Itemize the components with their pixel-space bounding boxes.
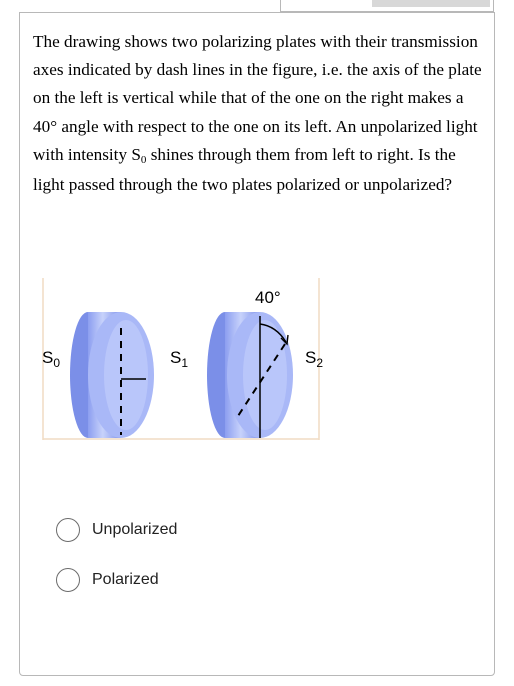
label-s1: $S_1$ [170, 348, 189, 370]
radio-polarized[interactable] [56, 568, 80, 592]
question-text-subscript: 0 [140, 153, 147, 166]
right-polarizer-plate [207, 312, 293, 438]
label-s0: $S_0$ [42, 348, 61, 370]
choice-polarized[interactable] [56, 566, 159, 594]
choice-unpolarized[interactable] [56, 516, 177, 544]
polarizer-figure [42, 278, 324, 440]
choice-polarized-label: Polarized [92, 571, 159, 588]
choice-unpolarized-label: Unpolarized [92, 521, 178, 538]
question-text [33, 28, 483, 199]
question-text-part2: shines through them from left to right. Is the light passed through the two plates polarized or unpolarized? [33, 144, 456, 195]
left-polarizer-plate [70, 312, 154, 438]
question-text-part1: The drawing shows two polarizing plates with their transmission axes indicated by dash lines in the figure, i.e. the axis of the plate on the left is vertical while that of the one on the right makes a 40° angle with respect to the one on its left. An unpolarized light with intensity S [33, 32, 482, 164]
radio-unpolarized[interactable] [56, 518, 80, 542]
angle-label: 40° [255, 288, 281, 307]
top-panel-tab-bar [372, 0, 490, 7]
label-s2: $S_2$ [305, 348, 324, 370]
